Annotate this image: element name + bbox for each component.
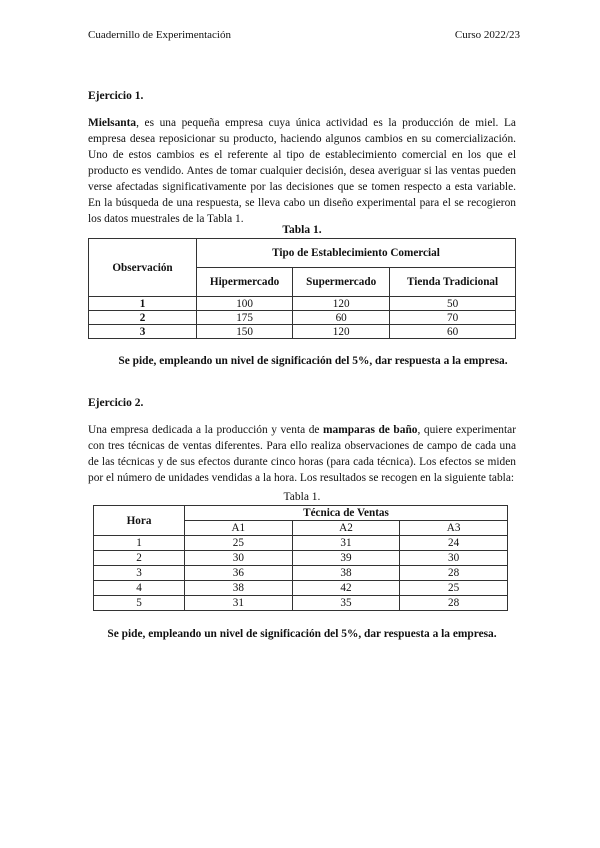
exercise-2-title: Ejercicio 2.: [88, 397, 144, 409]
statement-text: , quiere experimentar con tres técnicas de ventas diferentes. Para ello realiza observaciones de campo de cada una de las técnicas y de sus efectos durante cinco horas (para cada técnica). Los efectos se miden por el número de unidades vendidas a la hora. Los resultados se recogen en la siguiente tabla:: [88, 424, 516, 484]
statement-text: Una empresa dedicada a la producción y venta de: [88, 424, 324, 436]
cell: 31: [292, 536, 400, 551]
cell: 36: [185, 566, 293, 581]
cell: 25: [400, 581, 508, 596]
table-row: [94, 596, 508, 611]
table-1-caption: Tabla 1.: [282, 224, 322, 236]
cell: 70: [390, 311, 516, 325]
table-row: [89, 297, 516, 311]
group-header: Tipo de Establecimiento Comercial: [197, 239, 516, 268]
cell: 42: [292, 581, 400, 596]
header-left: Cuadernillo de Experimentación: [88, 29, 231, 41]
cell: 38: [292, 566, 400, 581]
group-header: Técnica de Ventas: [185, 506, 508, 521]
column-header: A3: [400, 521, 508, 536]
table-1: [88, 238, 516, 339]
row-header: Hora: [94, 506, 185, 536]
cell: 120: [293, 297, 390, 311]
cell: 100: [197, 297, 293, 311]
cell: 4: [94, 581, 185, 596]
cell: 150: [197, 325, 293, 339]
column-header: Supermercado: [293, 268, 390, 297]
exercise-1-statement: [88, 115, 516, 227]
cell: 5: [94, 596, 185, 611]
column-header: A1: [185, 521, 293, 536]
cell: 30: [400, 551, 508, 566]
product-name: mamparas de baño: [323, 424, 418, 436]
column-header: A2: [292, 521, 400, 536]
table-row: [89, 311, 516, 325]
cell: 3: [89, 325, 197, 339]
table-2-caption: Tabla 1.: [283, 491, 321, 503]
exercise-2-statement: [88, 422, 516, 486]
table-row: [94, 536, 508, 551]
cell: 2: [89, 311, 197, 325]
column-header: Hipermercado: [197, 268, 293, 297]
table-row: [94, 581, 508, 596]
cell: 24: [400, 536, 508, 551]
exercise-1-question: Se pide, empleando un nivel de significación del 5%, dar respuesta a la empresa.: [118, 355, 508, 367]
exercise-1-title: Ejercicio 1.: [88, 90, 144, 102]
cell: 31: [185, 596, 293, 611]
cell: 38: [185, 581, 293, 596]
cell: 1: [89, 297, 197, 311]
cell: 3: [94, 566, 185, 581]
cell: 120: [293, 325, 390, 339]
company-name: Mielsanta: [88, 117, 137, 129]
cell: 60: [293, 311, 390, 325]
cell: 28: [400, 596, 508, 611]
exercise-2-question: Se pide, empleando un nivel de significación del 5%, dar respuesta a la empresa.: [107, 628, 497, 640]
table-2: [93, 505, 508, 611]
cell: 28: [400, 566, 508, 581]
cell: 39: [292, 551, 400, 566]
column-header: Tienda Tradicional: [390, 268, 516, 297]
cell: 175: [197, 311, 293, 325]
cell: 35: [292, 596, 400, 611]
cell: 60: [390, 325, 516, 339]
table-row: [94, 566, 508, 581]
header-right: Curso 2022/23: [454, 29, 520, 41]
cell: 1: [94, 536, 185, 551]
table-row: [94, 551, 508, 566]
cell: 2: [94, 551, 185, 566]
cell: 30: [185, 551, 293, 566]
cell: 25: [185, 536, 293, 551]
statement-text: , es una pequeña empresa cuya única actividad es la producción de miel. La empresa desea reposicionar su producto, haciendo algunos cambios en su comercialización. Uno de estos cambios es el referente al tipo de establecimiento comercial en los que el producto es vendido. Antes de tomar cualquier decisión, desea averiguar si las ventas pueden verse afectadas significativamente por las decisiones que se tomen respecto a esta variable. En la búsqueda de una respuesta, se lleva cabo un diseño experimental para el se recogieron los datos muestrales de la Tabla 1.: [88, 117, 516, 225]
row-header: Observación: [89, 239, 197, 297]
cell: 50: [390, 297, 516, 311]
table-row: [89, 325, 516, 339]
